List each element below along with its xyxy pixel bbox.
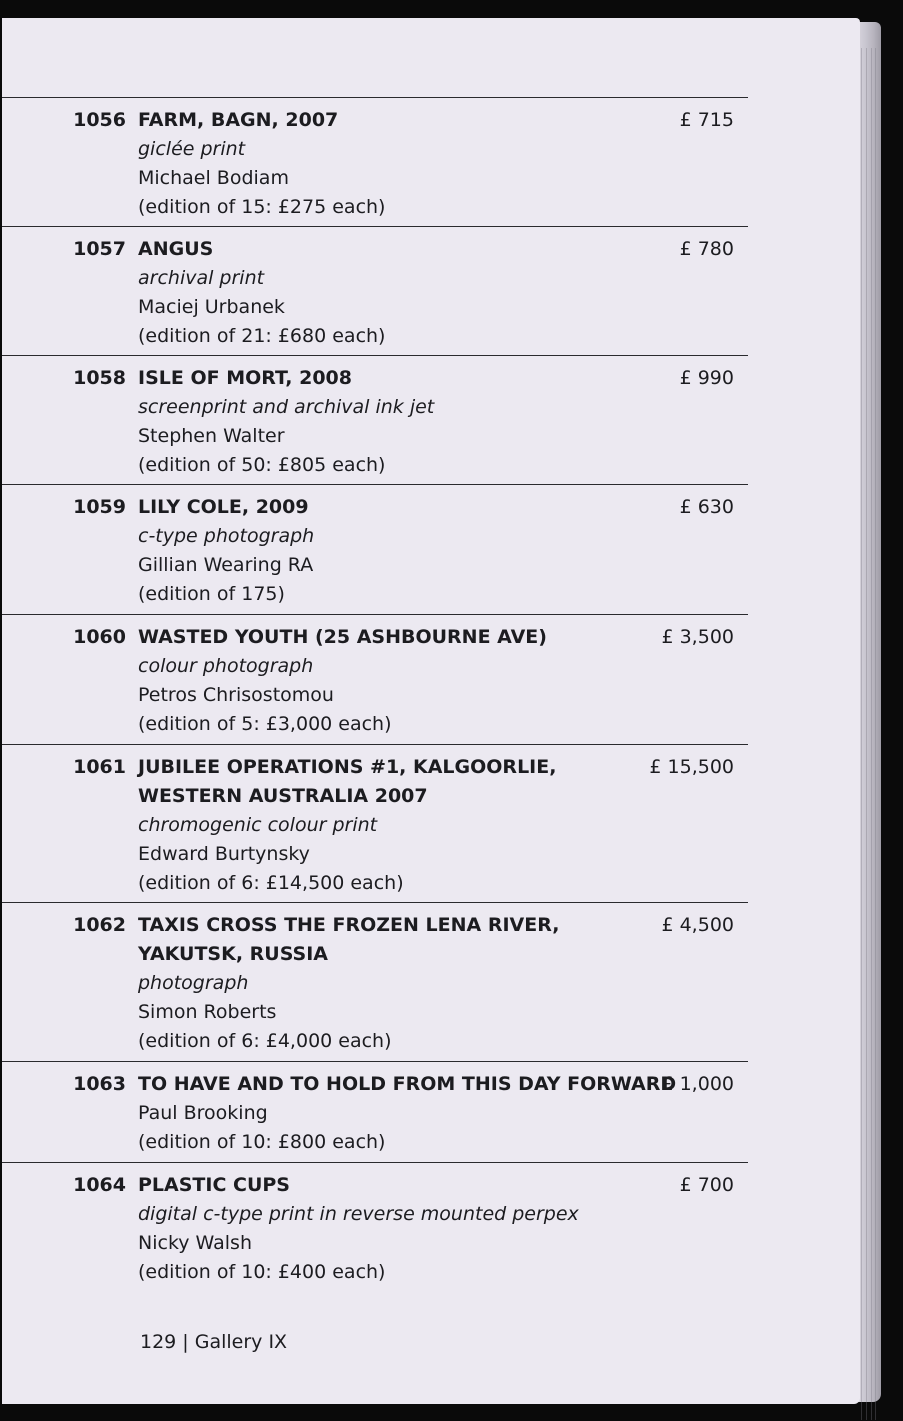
artwork-title: JUBILEE OPERATIONS #1, KALGOORLIE, WESTERN AUSTRALIA 2007 bbox=[138, 756, 557, 807]
artist-name: Gillian Wearing RA bbox=[138, 554, 314, 576]
page-edge-line bbox=[871, 48, 872, 1420]
page-footer: 129 | Gallery IX bbox=[140, 1331, 288, 1353]
lot-number: 1058 bbox=[73, 367, 126, 389]
catalogue-page bbox=[2, 18, 860, 1404]
price: £ 630 bbox=[679, 496, 734, 518]
artist-name: Edward Burtynsky bbox=[138, 843, 310, 865]
edition-info: (edition of 50: £805 each) bbox=[138, 454, 386, 476]
artist-name: Maciej Urbanek bbox=[138, 296, 285, 318]
artist-name: Michael Bodiam bbox=[138, 167, 289, 189]
price: £ 715 bbox=[679, 109, 734, 131]
catalogue-entry bbox=[2, 355, 748, 484]
artwork-title: ANGUS bbox=[138, 238, 214, 260]
lot-number: 1062 bbox=[73, 914, 126, 936]
artwork-medium: digital c-type print in reverse mounted perpex bbox=[138, 1203, 579, 1225]
artist-name: Petros Chrisostomou bbox=[138, 684, 334, 706]
catalogue-entry bbox=[2, 902, 748, 1061]
catalogue-entry bbox=[2, 1162, 748, 1291]
lot-number: 1057 bbox=[73, 238, 126, 260]
artwork-medium: screenprint and archival ink jet bbox=[138, 396, 435, 418]
edition-info: (edition of 21: £680 each) bbox=[138, 325, 386, 347]
page-edge-line bbox=[861, 48, 862, 1420]
artwork-medium: giclée print bbox=[138, 138, 246, 160]
artist-name: Simon Roberts bbox=[138, 1001, 277, 1023]
artwork-title: TAXIS CROSS THE FROZEN LENA RIVER, YAKUTSK, RUSSIA bbox=[138, 914, 560, 965]
edition-info: (edition of 10: £400 each) bbox=[138, 1261, 386, 1283]
catalogue-entry bbox=[2, 226, 748, 355]
page-edge-line bbox=[875, 48, 876, 1420]
catalogue-entry bbox=[2, 484, 748, 613]
lot-number: 1059 bbox=[73, 496, 126, 518]
edition-info: (edition of 6: £14,500 each) bbox=[138, 872, 404, 894]
artwork-title: WASTED YOUTH (25 ASHBOURNE AVE) bbox=[138, 626, 547, 648]
artwork-medium: c-type photograph bbox=[138, 525, 315, 547]
lot-number: 1061 bbox=[73, 756, 126, 778]
price: £ 4,500 bbox=[661, 914, 734, 936]
artist-name: Stephen Walter bbox=[138, 425, 285, 447]
price: £ 700 bbox=[679, 1174, 734, 1196]
catalogue-entry bbox=[2, 1061, 748, 1162]
lot-number: 1063 bbox=[73, 1073, 126, 1095]
lot-number: 1064 bbox=[73, 1174, 126, 1196]
lot-number: 1056 bbox=[73, 109, 126, 131]
artwork-medium: photograph bbox=[138, 972, 249, 994]
artwork-title: FARM, BAGN, 2007 bbox=[138, 109, 339, 131]
artwork-title: PLASTIC CUPS bbox=[138, 1174, 290, 1196]
price: £ 1,000 bbox=[661, 1073, 734, 1095]
price: £ 3,500 bbox=[661, 626, 734, 648]
lot-number: 1060 bbox=[73, 626, 126, 648]
edition-info: (edition of 10: £800 each) bbox=[138, 1131, 386, 1153]
catalogue-entry bbox=[2, 744, 748, 902]
catalogue-entry bbox=[2, 97, 748, 226]
artist-name: Nicky Walsh bbox=[138, 1232, 252, 1254]
page-edge-line bbox=[866, 48, 867, 1420]
artwork-title: ISLE OF MORT, 2008 bbox=[138, 367, 353, 389]
edition-info: (edition of 5: £3,000 each) bbox=[138, 713, 392, 735]
artwork-medium: archival print bbox=[138, 267, 265, 289]
edition-info: (edition of 175) bbox=[138, 583, 285, 605]
edition-info: (edition of 6: £4,000 each) bbox=[138, 1030, 392, 1052]
artist-name: Paul Brooking bbox=[138, 1102, 268, 1124]
price: £ 990 bbox=[679, 367, 734, 389]
artwork-title: TO HAVE AND TO HOLD FROM THIS DAY FORWARD bbox=[138, 1073, 677, 1095]
artwork-medium: colour photograph bbox=[138, 655, 314, 677]
catalogue-entry bbox=[2, 614, 748, 743]
price: £ 780 bbox=[679, 238, 734, 260]
artwork-medium: chromogenic colour print bbox=[138, 814, 378, 836]
price: £ 15,500 bbox=[649, 756, 734, 778]
artwork-title: LILY COLE, 2009 bbox=[138, 496, 309, 518]
edition-info: (edition of 15: £275 each) bbox=[138, 196, 386, 218]
